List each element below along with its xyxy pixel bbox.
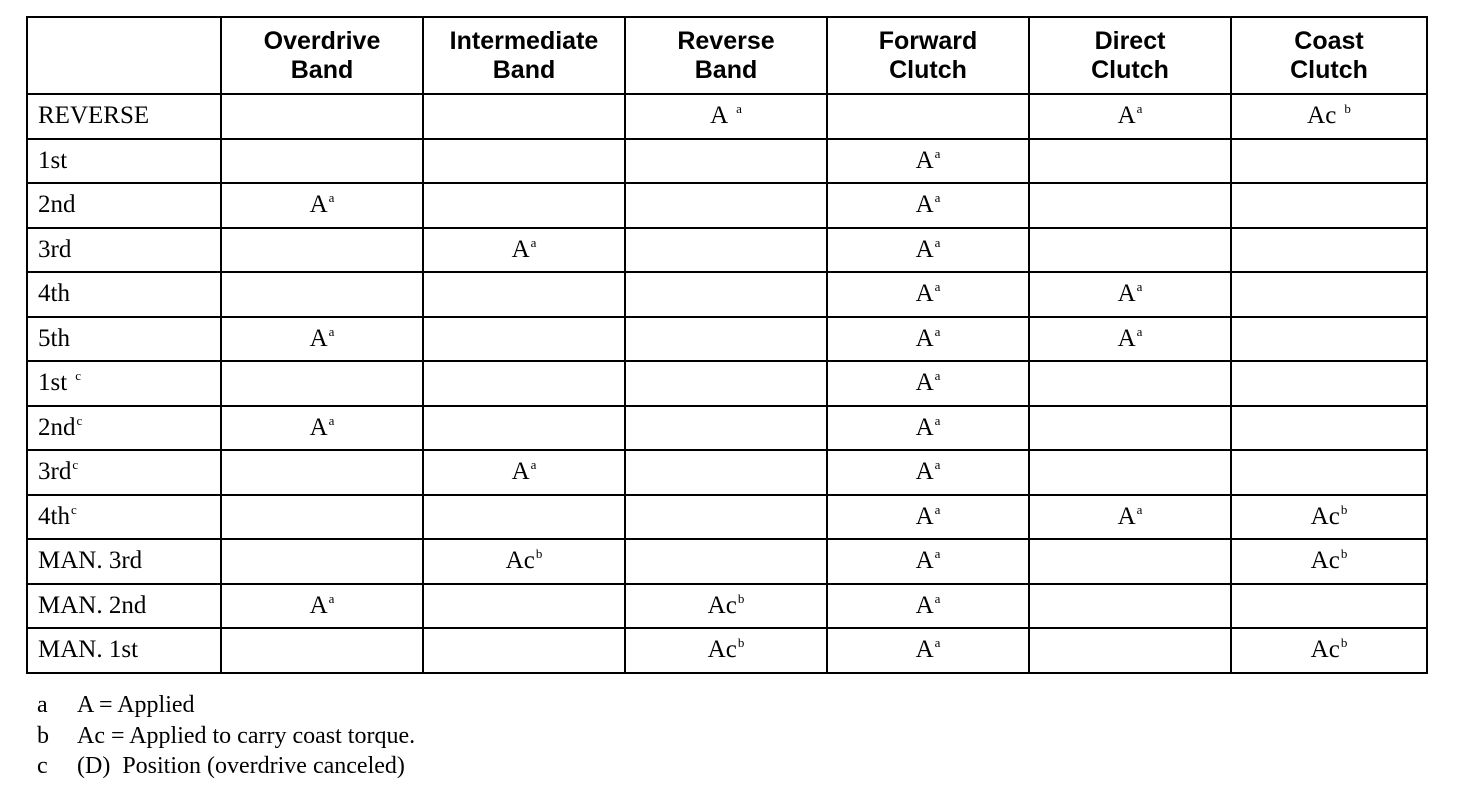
header-line: Band bbox=[290, 55, 354, 84]
header-line: Clutch bbox=[1091, 55, 1169, 84]
table-cell bbox=[423, 450, 625, 495]
table-cell bbox=[1029, 584, 1231, 629]
table-cell bbox=[423, 183, 625, 228]
header-line: Clutch bbox=[889, 55, 967, 84]
cell-value: A bbox=[915, 591, 934, 619]
table-cell bbox=[423, 272, 625, 317]
footnote-c bbox=[37, 751, 415, 782]
table-cell bbox=[625, 495, 827, 540]
table-cell bbox=[221, 450, 423, 495]
row-label-text: REVERSE bbox=[38, 102, 150, 130]
table-cell bbox=[827, 317, 1029, 362]
footnote-ref: a bbox=[1136, 279, 1143, 295]
table-cell bbox=[827, 272, 1029, 317]
table-cell bbox=[827, 361, 1029, 406]
footnote-ref: b bbox=[535, 546, 543, 562]
row-label bbox=[27, 539, 221, 584]
table-cell bbox=[1231, 495, 1427, 540]
cell-value: A bbox=[309, 591, 328, 619]
footnote-ref: c bbox=[76, 412, 83, 428]
table-cell bbox=[625, 317, 827, 362]
footnote-ref: b bbox=[737, 590, 745, 606]
table-cell bbox=[221, 406, 423, 451]
footnote-ref: a bbox=[1136, 101, 1143, 117]
table-body bbox=[27, 94, 1427, 673]
footnote-ref: a bbox=[328, 590, 335, 606]
row-label bbox=[27, 406, 221, 451]
cell-value: Ac bbox=[707, 636, 737, 664]
table-cell bbox=[1231, 361, 1427, 406]
footnote-key: b bbox=[37, 722, 49, 749]
cell-value: A bbox=[915, 413, 934, 441]
table-cell bbox=[827, 450, 1029, 495]
table-cell bbox=[423, 317, 625, 362]
table-row bbox=[27, 406, 1427, 451]
table-cell bbox=[827, 495, 1029, 540]
table-cell bbox=[625, 450, 827, 495]
footnote-ref: b bbox=[1340, 546, 1348, 562]
header-reverse-band bbox=[625, 17, 827, 94]
table-cell bbox=[827, 406, 1029, 451]
cell-value: A bbox=[915, 191, 934, 219]
cell-value: A bbox=[309, 191, 328, 219]
table-cell bbox=[1029, 228, 1231, 273]
table-cell bbox=[1029, 94, 1231, 139]
header-direct-clutch bbox=[1029, 17, 1231, 94]
cell-value: A bbox=[309, 413, 328, 441]
footnotes bbox=[37, 690, 415, 782]
table-cell bbox=[827, 183, 1029, 228]
table-cell bbox=[1029, 317, 1231, 362]
row-label bbox=[27, 495, 221, 540]
row-label-text: 2nd bbox=[38, 413, 76, 441]
header-line: Coast bbox=[1294, 26, 1364, 55]
footnote-ref: a bbox=[934, 412, 941, 428]
cell-value: A bbox=[1117, 102, 1136, 130]
footnote-ref: b bbox=[737, 635, 745, 651]
table-cell bbox=[423, 406, 625, 451]
table-cell bbox=[221, 139, 423, 184]
table-cell bbox=[1231, 539, 1427, 584]
row-label bbox=[27, 317, 221, 362]
cell-value: A bbox=[915, 146, 934, 174]
footnote-a bbox=[37, 690, 415, 721]
cell-value: A bbox=[1117, 280, 1136, 308]
table-row bbox=[27, 584, 1427, 629]
table-cell bbox=[827, 628, 1029, 673]
table-cell bbox=[423, 539, 625, 584]
header-coast-clutch bbox=[1231, 17, 1427, 94]
footnote-ref: a bbox=[530, 457, 537, 473]
table-cell bbox=[827, 584, 1029, 629]
table-cell bbox=[827, 139, 1029, 184]
table-cell bbox=[827, 539, 1029, 584]
header-intermediate-band bbox=[423, 17, 625, 94]
table-row bbox=[27, 628, 1427, 673]
cell-value: A bbox=[309, 324, 328, 352]
header-overdrive-band bbox=[221, 17, 423, 94]
table-cell bbox=[625, 406, 827, 451]
header-line: Clutch bbox=[1290, 55, 1368, 84]
cell-value: Ac bbox=[707, 591, 737, 619]
table-cell bbox=[1029, 272, 1231, 317]
footnote-key: c bbox=[37, 753, 48, 779]
table-cell bbox=[423, 94, 625, 139]
cell-value: A bbox=[1117, 324, 1136, 352]
table-cell bbox=[1231, 272, 1427, 317]
cell-value: Ac bbox=[505, 547, 535, 575]
header-corner bbox=[27, 17, 221, 94]
footnote-ref: a bbox=[1136, 501, 1143, 517]
table-cell bbox=[221, 317, 423, 362]
cell-value: A bbox=[915, 458, 934, 486]
header-line: Reverse bbox=[677, 26, 775, 55]
cell-value: Ac bbox=[1310, 502, 1340, 530]
table-cell bbox=[1029, 539, 1231, 584]
table-row bbox=[27, 361, 1427, 406]
row-label-text: 4th bbox=[38, 502, 70, 530]
row-label-text: 2nd bbox=[38, 191, 76, 219]
footnote-text: A = Applied bbox=[77, 692, 195, 718]
footnote-ref: a bbox=[530, 234, 537, 250]
row-label bbox=[27, 139, 221, 184]
footnote-ref: b bbox=[1340, 501, 1348, 517]
table-cell bbox=[1231, 317, 1427, 362]
table-cell bbox=[423, 228, 625, 273]
row-label-text: 1st bbox=[38, 146, 68, 174]
table-cell bbox=[1231, 94, 1427, 139]
table-cell bbox=[625, 584, 827, 629]
footnote-text: Ac = Applied to carry coast torque. bbox=[77, 722, 416, 749]
header-row bbox=[27, 17, 1427, 94]
table-cell bbox=[1231, 628, 1427, 673]
table-cell bbox=[1231, 183, 1427, 228]
table-cell bbox=[1029, 139, 1231, 184]
cell-value: A bbox=[915, 280, 934, 308]
header-forward-clutch bbox=[827, 17, 1029, 94]
footnote-ref: a bbox=[934, 190, 941, 206]
footnote-ref: a bbox=[934, 457, 941, 473]
row-label-text: 4th bbox=[38, 280, 70, 308]
table-row bbox=[27, 495, 1427, 540]
header-line: Forward bbox=[878, 26, 978, 55]
table-cell bbox=[1029, 183, 1231, 228]
row-label bbox=[27, 228, 221, 273]
cell-value: A bbox=[1117, 502, 1136, 530]
footnote-ref: c bbox=[72, 457, 79, 473]
table-cell bbox=[827, 228, 1029, 273]
row-label-text: 1st bbox=[38, 369, 68, 397]
table-cell bbox=[221, 361, 423, 406]
footnote-ref: a bbox=[736, 101, 742, 117]
table-cell bbox=[221, 94, 423, 139]
table-cell bbox=[1029, 450, 1231, 495]
table-cell bbox=[221, 272, 423, 317]
cell-value: A bbox=[915, 369, 934, 397]
footnote-key: a bbox=[37, 692, 48, 718]
cell-value: A bbox=[915, 324, 934, 352]
table-cell bbox=[221, 628, 423, 673]
footnote-ref: a bbox=[934, 635, 941, 651]
table-cell bbox=[1029, 406, 1231, 451]
footnote-ref: a bbox=[934, 368, 941, 384]
row-label bbox=[27, 94, 221, 139]
table-cell bbox=[625, 183, 827, 228]
footnote-ref: a bbox=[328, 190, 335, 206]
footnote-ref: b bbox=[1340, 635, 1348, 651]
row-label-text: MAN. 3rd bbox=[38, 547, 143, 575]
table-cell bbox=[1029, 628, 1231, 673]
row-label bbox=[27, 272, 221, 317]
table-row bbox=[27, 228, 1427, 273]
cell-value: A bbox=[915, 502, 934, 530]
table-cell bbox=[625, 228, 827, 273]
header-line: Band bbox=[492, 55, 556, 84]
cell-value: A bbox=[710, 102, 729, 130]
table-cell bbox=[423, 584, 625, 629]
table-cell bbox=[221, 183, 423, 228]
table-cell bbox=[1231, 406, 1427, 451]
cell-value: A bbox=[915, 547, 934, 575]
footnote-text: (D) Position (overdrive canceled) bbox=[77, 753, 405, 779]
footnote-ref: a bbox=[934, 234, 941, 250]
table-row bbox=[27, 94, 1427, 139]
table-row bbox=[27, 139, 1427, 184]
table-cell bbox=[827, 94, 1029, 139]
table-cell bbox=[423, 628, 625, 673]
footnote-ref: a bbox=[328, 323, 335, 339]
table-cell bbox=[1231, 228, 1427, 273]
row-label bbox=[27, 450, 221, 495]
cell-value: A bbox=[915, 235, 934, 263]
cell-value: Ac bbox=[1307, 102, 1337, 130]
table-cell bbox=[221, 495, 423, 540]
footnote-b bbox=[37, 721, 415, 752]
footnote-ref: a bbox=[934, 145, 941, 161]
footnote-ref: a bbox=[934, 501, 941, 517]
cell-value: A bbox=[915, 636, 934, 664]
row-label-text: 3rd bbox=[38, 458, 72, 486]
row-label bbox=[27, 361, 221, 406]
footnote-ref: c bbox=[75, 368, 81, 384]
table-row bbox=[27, 317, 1427, 362]
row-label-text: MAN. 2nd bbox=[38, 591, 147, 619]
row-label bbox=[27, 628, 221, 673]
table-cell bbox=[625, 272, 827, 317]
table-row bbox=[27, 539, 1427, 584]
row-label-text: 5th bbox=[38, 324, 70, 352]
table-cell bbox=[423, 139, 625, 184]
table-cell bbox=[1231, 450, 1427, 495]
table-cell bbox=[423, 495, 625, 540]
header-line: Direct bbox=[1094, 26, 1166, 55]
table-cell bbox=[625, 139, 827, 184]
table-cell bbox=[221, 228, 423, 273]
apply-chart-table bbox=[26, 16, 1428, 674]
cell-value: Ac bbox=[1310, 636, 1340, 664]
header-line: Overdrive bbox=[263, 26, 381, 55]
table-row bbox=[27, 450, 1427, 495]
footnote-ref: a bbox=[934, 546, 941, 562]
table-cell bbox=[1231, 584, 1427, 629]
cell-value: Ac bbox=[1310, 547, 1340, 575]
footnote-ref: b bbox=[1344, 101, 1351, 117]
cell-value: A bbox=[511, 458, 530, 486]
table-cell bbox=[1029, 361, 1231, 406]
table-cell bbox=[625, 361, 827, 406]
row-label bbox=[27, 183, 221, 228]
table-cell bbox=[625, 628, 827, 673]
footnote-ref: a bbox=[328, 412, 335, 428]
row-label-text: 3rd bbox=[38, 235, 72, 263]
table-cell bbox=[221, 584, 423, 629]
header-line: Intermediate bbox=[449, 26, 599, 55]
table-cell bbox=[625, 539, 827, 584]
table-cell bbox=[1231, 139, 1427, 184]
table-cell bbox=[625, 94, 827, 139]
row-label-text: MAN. 1st bbox=[38, 636, 139, 664]
table-row bbox=[27, 272, 1427, 317]
table-cell bbox=[1029, 495, 1231, 540]
table-row bbox=[27, 183, 1427, 228]
footnote-ref: c bbox=[70, 501, 77, 517]
footnote-ref: a bbox=[1136, 323, 1143, 339]
header-line: Band bbox=[694, 55, 758, 84]
footnote-ref: a bbox=[934, 323, 941, 339]
cell-value: A bbox=[511, 235, 530, 263]
footnote-ref: a bbox=[934, 590, 941, 606]
footnote-ref: a bbox=[934, 279, 941, 295]
table-cell bbox=[423, 361, 625, 406]
table-cell bbox=[221, 539, 423, 584]
row-label bbox=[27, 584, 221, 629]
